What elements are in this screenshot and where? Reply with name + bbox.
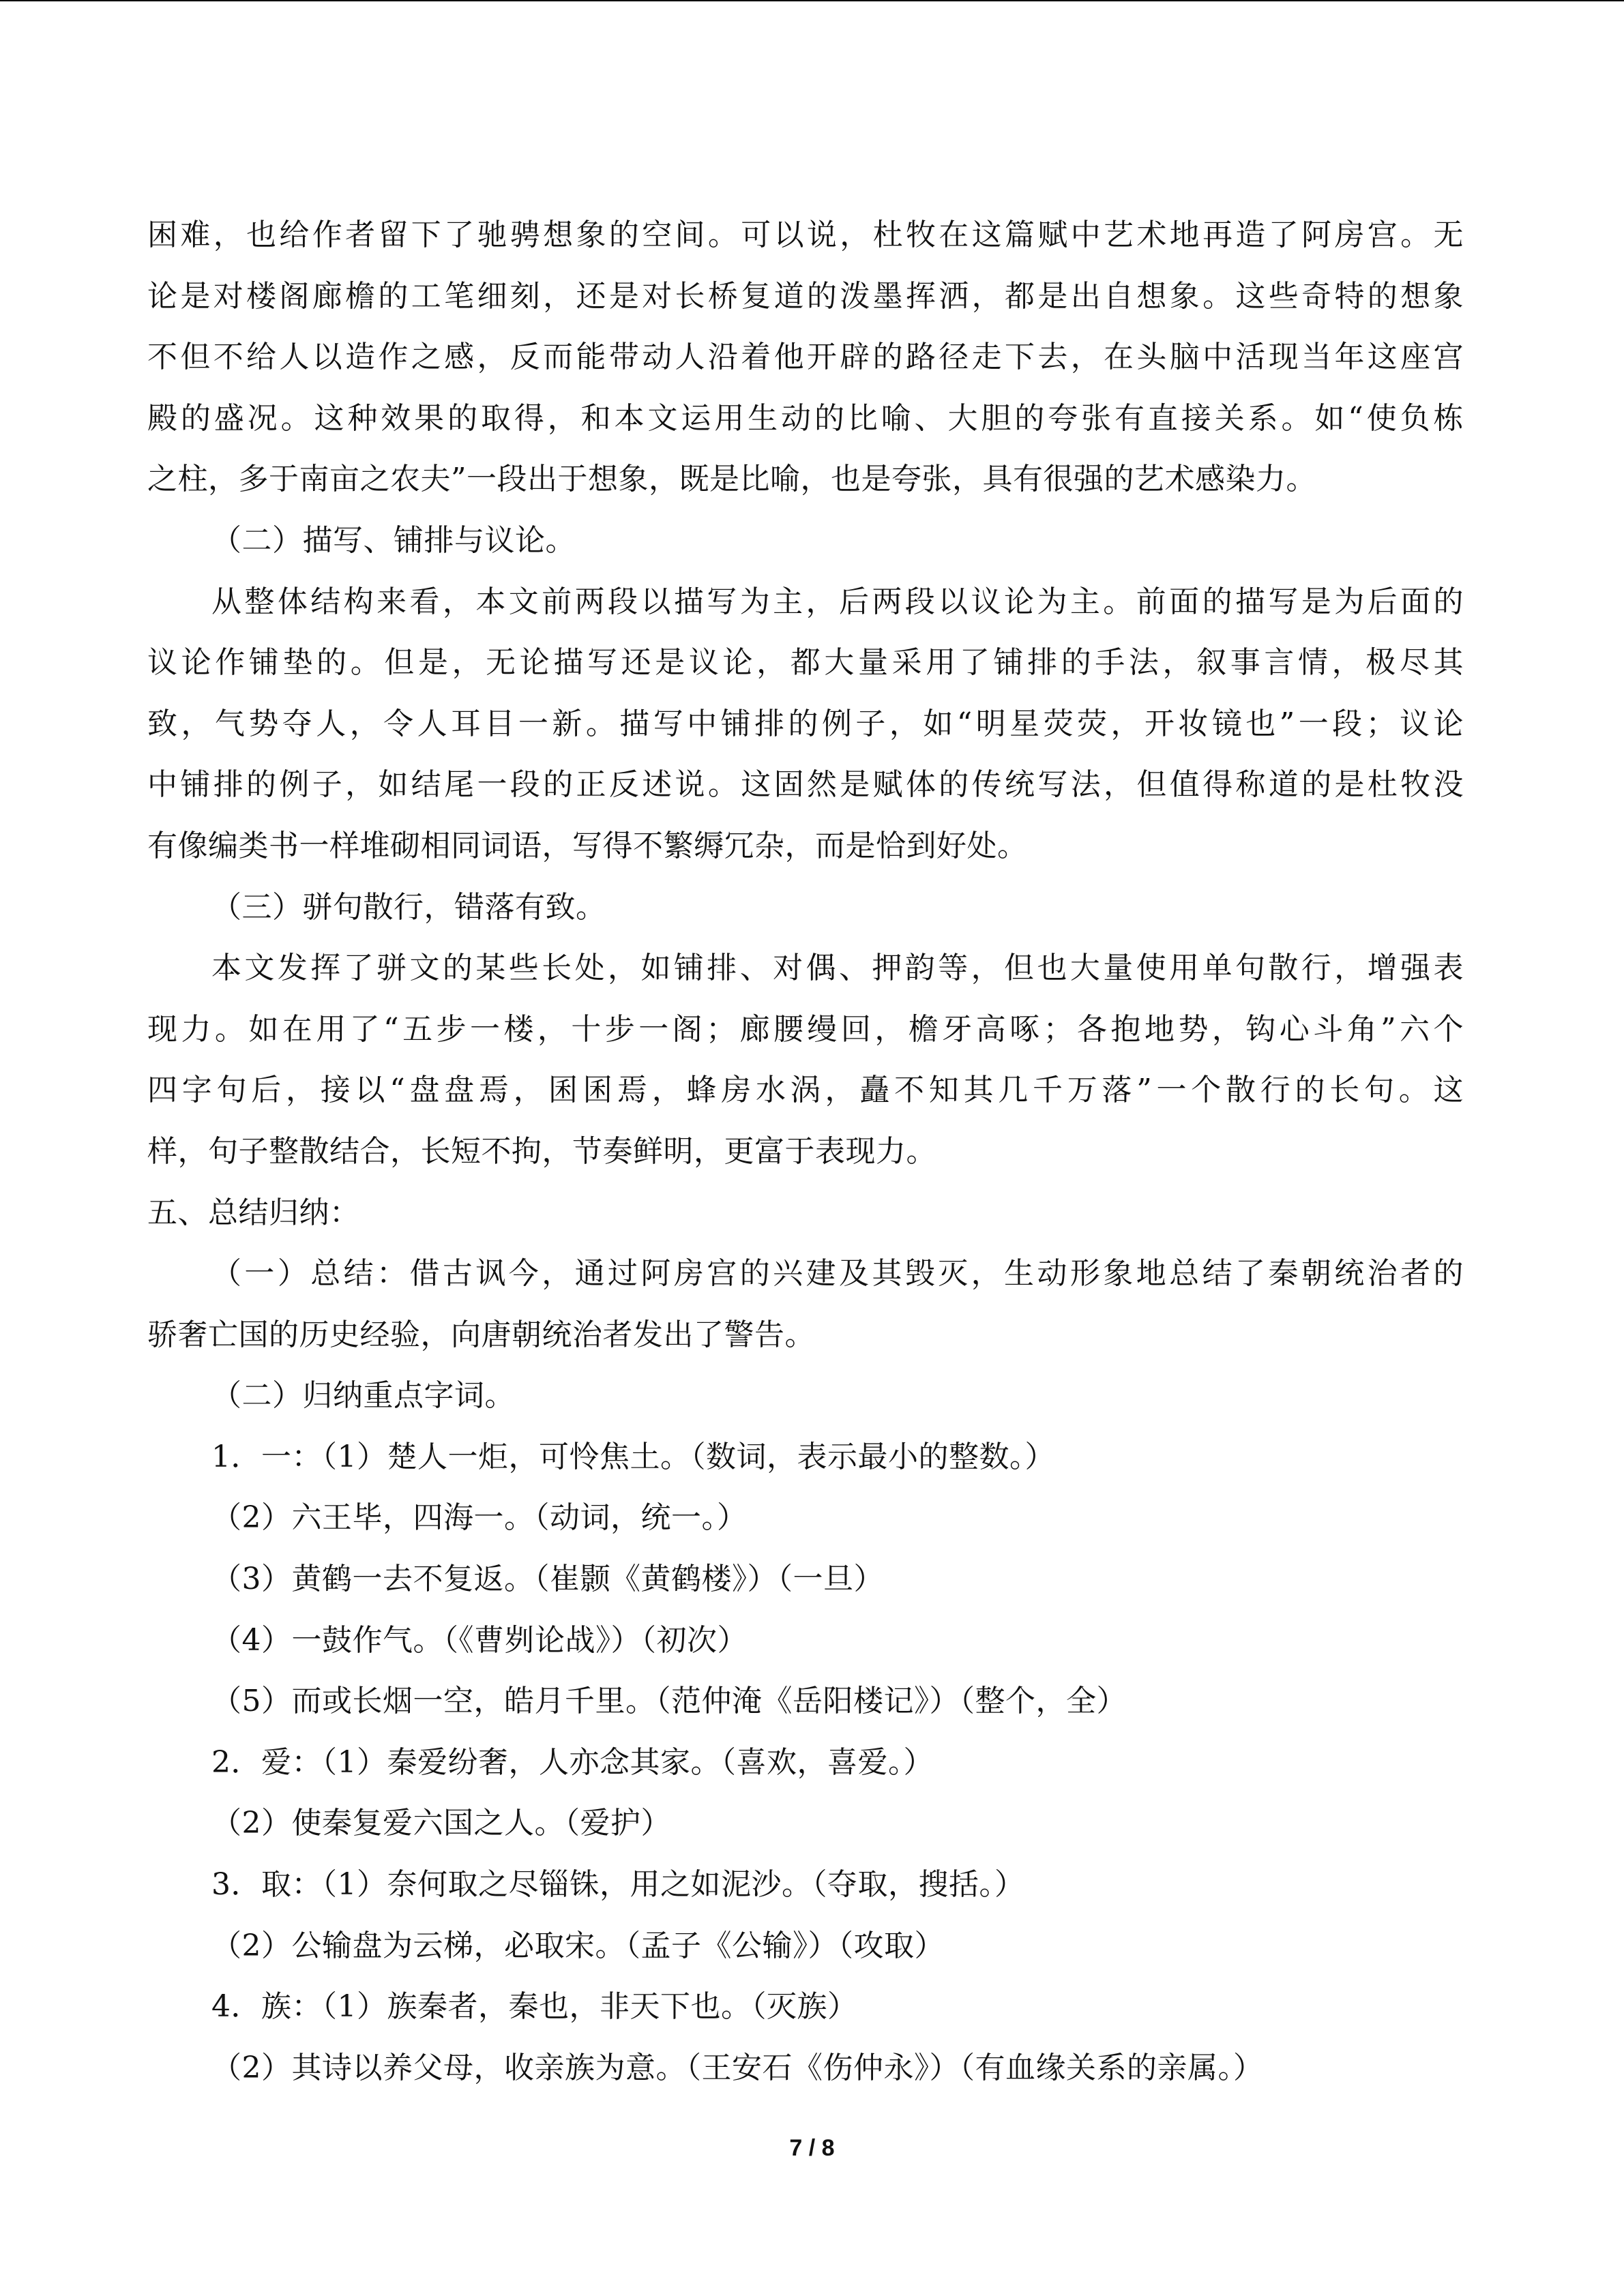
text-line: （2）公输盘为云梯，必取宋。（孟子《公输》）（攻取） <box>211 1928 945 1963</box>
text-line: （5）而或长烟一空，皓月千里。（范仲淹《岳阳楼记》）（整个，全） <box>211 1684 1127 1719</box>
text-line: 4．族：（1）族秦者，秦也，非天下也。（灭族） <box>211 1989 858 2025</box>
text-line: 3．取：（1）奈何取之尽锱铢，用之如泥沙。（夺取，搜括。） <box>211 1867 1025 1903</box>
text-line: （三）骈句散行，错落有致。 <box>211 889 606 925</box>
text-line: 殿的盛况。这种效果的取得，和本文运用生动的比喻、大胆的夸张有直接关系。如“使负栋 <box>147 400 1464 436</box>
text-line: 不但不给人以造作之感，反而能带动人沿着他开辟的路径走下去，在头脑中活现当年这座宫 <box>147 340 1464 375</box>
text-line: （2）六王毕，四海一。（动词，统一。） <box>211 1500 748 1536</box>
text-line: 有像编类书一样堆砌相同词语，写得不繁缛冗杂，而是恰到好处。 <box>147 828 1028 863</box>
text-line: 致，气势夺人，令人耳目一新。描写中铺排的例子，如“明星荧荧，开妆镜也”一段；议论 <box>147 706 1464 741</box>
page-number: 7 / 8 <box>789 2135 835 2161</box>
text-line: 现力。如在用了“五步一楼，十步一阁；廊腰缦回，檐牙高啄；各抱地势，钩心斗角”六个 <box>147 1011 1464 1047</box>
text-line: 论是对楼阁廊檐的工笔细刻，还是对长桥复道的泼墨挥洒，都是出自想象。这些奇特的想象 <box>147 278 1464 314</box>
text-line: 从整体结构来看，本文前两段以描写为主，后两段以议论为主。前面的描写是为后面的 <box>211 584 1464 619</box>
text-line: 骄奢亡国的历史经验，向唐朝统治者发出了警告。 <box>147 1317 815 1352</box>
text-line: 困难，也给作者留下了驰骋想象的空间。可以说，杜牧在这篇赋中艺术地再造了阿房宫。无 <box>147 218 1464 252</box>
text-line: 样，句子整散结合，长短不拘，节奏鲜明，更富于表现力。 <box>147 1133 936 1169</box>
text-line: （二）归纳重点字词。 <box>211 1378 515 1414</box>
text-line: 中铺排的例子，如结尾一段的正反述说。这固然是赋体的传统写法，但值得称道的是杜牧没 <box>147 767 1464 803</box>
text-line: （二）描写、铺排与议论。 <box>211 522 576 558</box>
top-border-line <box>0 0 1624 1</box>
text-line: （4）一鼓作气。（《曹刿论战》）（初次） <box>211 1622 748 1658</box>
text-line: 四字句后，接以“盘盘焉，囷囷焉，蜂房水涡，矗不知其几千万落”一个散行的长句。这 <box>147 1073 1464 1108</box>
text-line: 五、总结归纳： <box>147 1195 360 1230</box>
text-line: 议论作铺垫的。但是，无论描写还是议论，都大量采用了铺排的手法，叙事言情，极尽其 <box>147 645 1464 681</box>
text-line: （2）使秦复爱六国之人。（爱护） <box>211 1806 671 1841</box>
text-line: （3）黄鹤一去不复返。（崔颢《黄鹤楼》）（一旦） <box>211 1562 884 1597</box>
text-line: 1．一：（1）楚人一炬，可怜焦土。（数词，表示最小的整数。） <box>211 1439 1055 1474</box>
text-line: 之柱，多于南亩之农夫”一段出于想象，既是比喻，也是夸张，具有很强的艺术感染力。 <box>147 462 1316 497</box>
text-line: （一）总结：借古讽今，通过阿房宫的兴建及其毁灭，生动形象地总结了秦朝统治者的 <box>211 1256 1464 1292</box>
text-line: 2．爱：（1）秦爱纷奢，人亦念其家。（喜欢，喜爱。） <box>211 1744 934 1780</box>
text-line: （2）其诗以养父母，收亲族为意。（王安石《伤仲永》）（有血缘关系的亲属。） <box>211 2050 1264 2085</box>
text-line: 本文发挥了骈文的某些长处，如铺排、对偶、押韵等，但也大量使用单句散行，增强表 <box>211 951 1464 986</box>
document-body <box>147 205 1464 2098</box>
